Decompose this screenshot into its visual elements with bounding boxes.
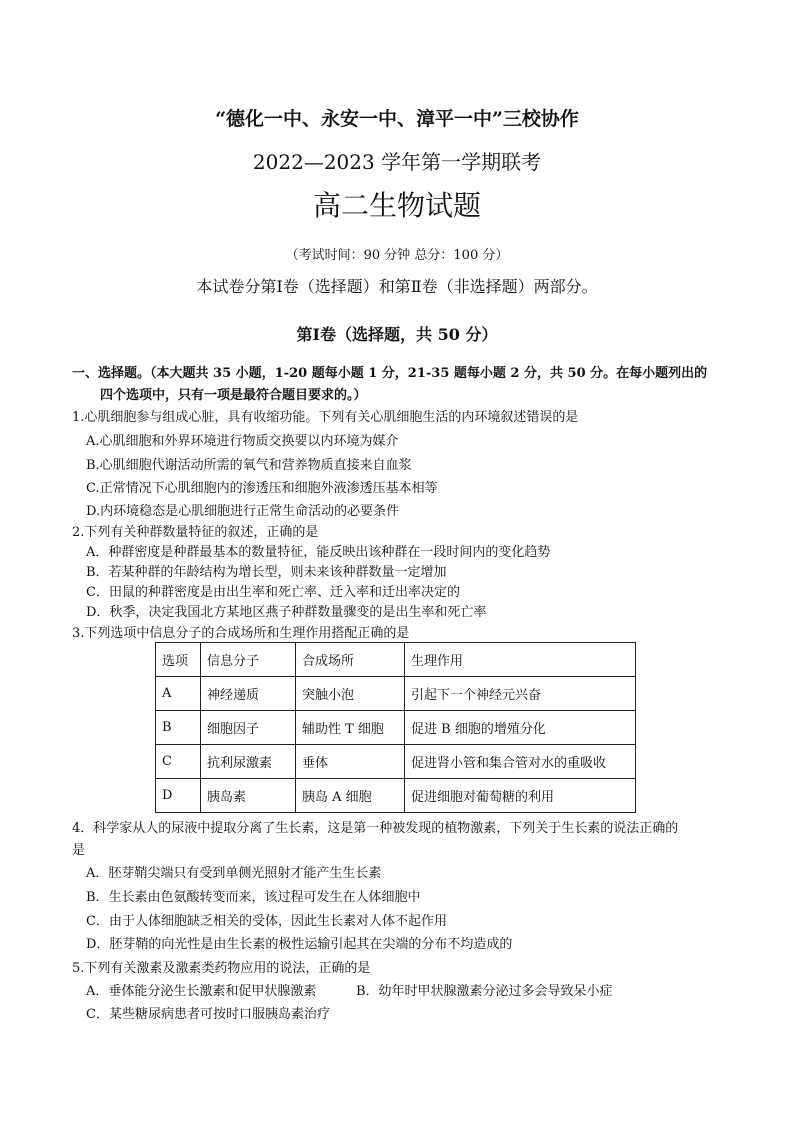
question-1-option-d: D.内环境稳态是心肌细胞进行正常生命活动的必要条件 — [86, 504, 400, 519]
table-cell: 细胞因子 — [201, 711, 296, 745]
table-cell: D — [156, 779, 201, 813]
question-4-stem-line2: 是 — [72, 843, 86, 858]
exam-description: 本试卷分第Ⅰ卷（选择题）和第Ⅱ卷（非选择题）两部分。 — [196, 277, 598, 296]
question-2-option-d: D．秋季，决定我国北方某地区燕子种群数量骤变的是出生率和死亡率 — [86, 605, 487, 620]
table-cell: 促进细胞对葡萄糖的利用 — [405, 779, 636, 813]
table-cell: 胰岛素 — [201, 779, 296, 813]
question-1-stem: 1.心肌细胞参与组成心脏，具有收缩功能。下列有关心肌细胞生活的内环境叙述错误的是 — [72, 410, 579, 425]
title-subject: 高二生物试题 — [312, 189, 481, 222]
question-1-option-b: B.心肌细胞代谢活动所需的氧气和营养物质直接来自血浆 — [86, 458, 412, 473]
table-cell: 抗利尿激素 — [201, 745, 296, 779]
exam-meta: （考试时间：90 分钟 总分：100 分） — [285, 248, 509, 263]
table-header-cell: 选项 — [156, 643, 201, 677]
table-cell: 促进 B 细胞的增殖分化 — [405, 711, 636, 745]
table-header-cell: 合成场所 — [296, 643, 405, 677]
table-header-cell: 生理作用 — [405, 643, 636, 677]
table-row — [156, 779, 636, 813]
question-2-option-c: C．田鼠的种群密度是由出生率和死亡率、迁入率和迁出率决定的 — [86, 585, 460, 600]
table-cell: B — [156, 711, 201, 745]
table-cell: 垂体 — [296, 745, 405, 779]
question-4-option-a: A．胚芽鞘尖端只有受到单侧光照射才能产生生长素 — [86, 866, 382, 881]
table-cell: 促进肾小管和集合管对水的重吸收 — [405, 745, 636, 779]
section-instruction-line1: 一、选择题。（本大题共 35 小题，1-20 题每小题 1 分，21-35 题每小题 2 分，共 50 分。在每小题列出的 — [72, 366, 708, 381]
question-4-stem-line1: 4．科学家从人的尿液中提取分离了生长素，这是第一种被发现的植物激素，下列关于生长素的说法正确的 — [72, 821, 679, 836]
table-row — [156, 711, 636, 745]
table-header-row — [156, 643, 636, 677]
question-5-option-b: B．幼年时甲状腺激素分泌过多会导致呆小症 — [356, 984, 613, 999]
title-schools: “德化一中、永安一中、漳平一中”三校协作 — [215, 108, 579, 130]
question-5-option-a: A．垂体能分泌生长激素和促甲状腺激素 — [86, 984, 317, 999]
table-cell: 引起下一个神经元兴奋 — [405, 677, 636, 711]
title-term: 2022—2023 学年第一学期联考 — [252, 150, 542, 174]
table-cell: C — [156, 745, 201, 779]
table-cell: A — [156, 677, 201, 711]
table-header-cell: 信息分子 — [201, 643, 296, 677]
table-cell: 突触小泡 — [296, 677, 405, 711]
table-cell: 辅助性 T 细胞 — [296, 711, 405, 745]
question-5-option-c: C．某些糖尿病患者可按时口服胰岛素治疗 — [86, 1007, 330, 1022]
question-2-option-a: A．种群密度是种群最基本的数量特征，能反映出该种群在一段时间内的变化趋势 — [86, 545, 551, 560]
question-4-option-b: B．生长素由色氨酸转变而来，该过程可发生在人体细胞中 — [86, 890, 421, 905]
table-row — [156, 745, 636, 779]
question-3-stem: 3.下列选项中信息分子的合成场所和生理作用搭配正确的是 — [72, 626, 410, 641]
question-3-table — [155, 642, 636, 813]
question-1-option-c: C.正常情况下心肌细胞内的渗透压和细胞外液渗透压基本相等 — [86, 481, 438, 496]
table-cell: 神经递质 — [201, 677, 296, 711]
table-row — [156, 677, 636, 711]
question-2-option-b: B．若某种群的年龄结构为增长型，则未来该种群数量一定增加 — [86, 565, 447, 580]
question-5-stem: 5.下列有关激素及激素类药物应用的说法，正确的是 — [72, 961, 371, 976]
section-title: 第Ⅰ卷（选择题，共 50 分） — [296, 325, 498, 344]
question-1-option-a: A.心肌细胞和外界环境进行物质交换要以内环境为媒介 — [86, 434, 399, 449]
section-instruction-line2: 四个选项中，只有一项是最符合题目要求的。） — [100, 388, 367, 403]
question-2-stem: 2.下列有关种群数量特征的叙述，正确的是 — [72, 525, 319, 540]
question-4-option-c: C．由于人体细胞缺乏相关的受体，因此生长素对人体不起作用 — [86, 914, 447, 929]
question-4-option-d: D．胚芽鞘的向光性是由生长素的极性运输引起其在尖端的分布不均造成的 — [86, 937, 513, 952]
table-cell: 胰岛 A 细胞 — [296, 779, 405, 813]
